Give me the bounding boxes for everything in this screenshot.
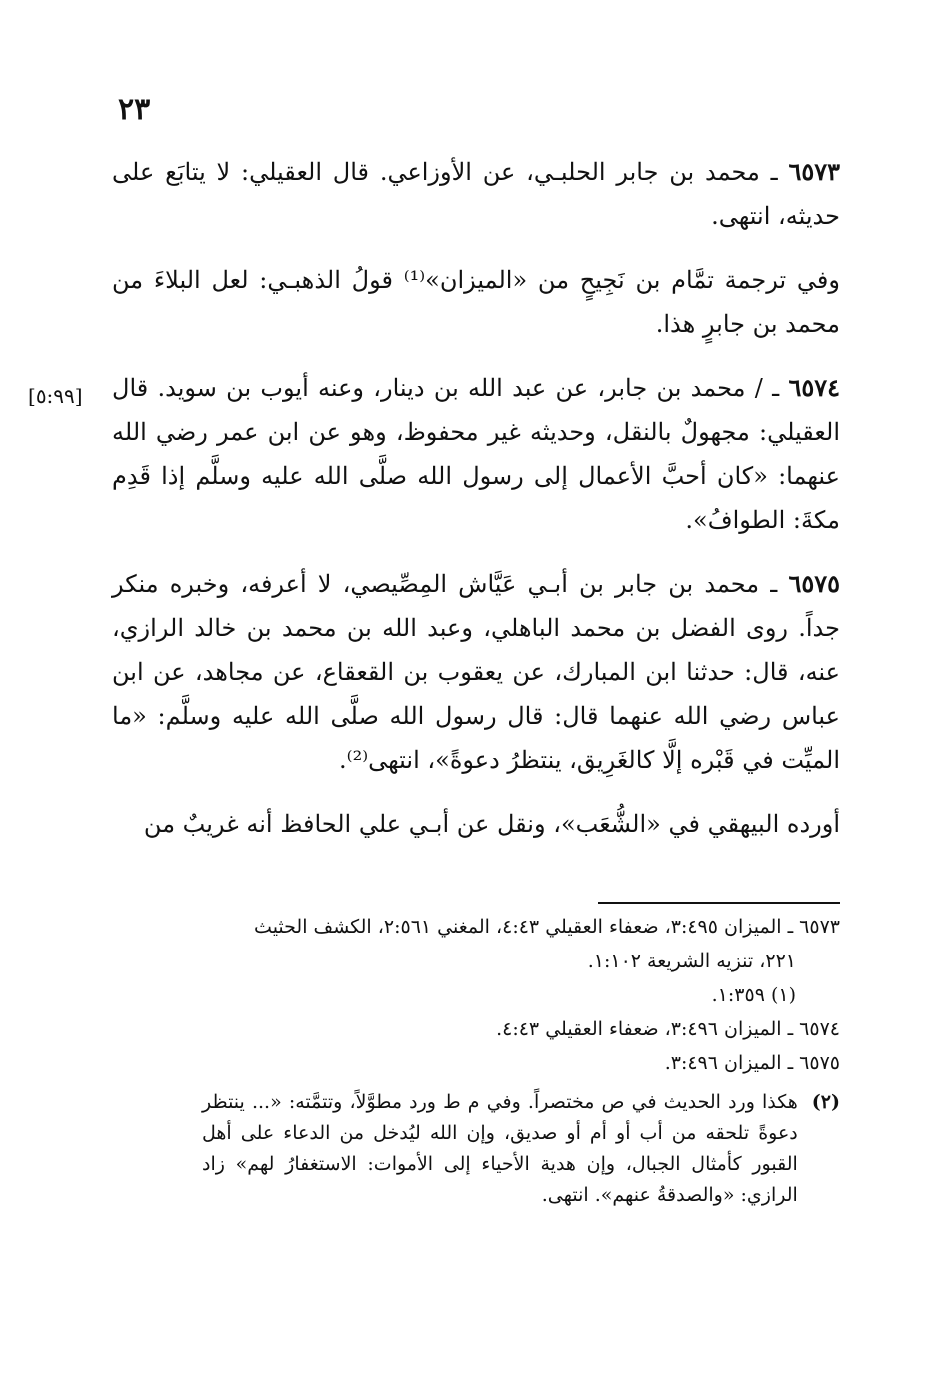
note-6573: [112, 912, 840, 943]
note-6575: [112, 1048, 840, 1079]
note-text: ٢٢١، تنزيه الشريعة ١:١٠٢.: [587, 950, 796, 972]
note-text: ٦٥٧٣ ـ الميزان ٣:٤٩٥، ضعفاء العقيلي ٤:٤٣، المغني ٢:٥٦١، الكشف الحثيث: [254, 916, 840, 938]
note-text: ٦٥٧٤ ـ الميزان ٣:٤٩٦، ضعفاء العقيلي ٤:٤٣.: [496, 1018, 840, 1040]
paragraph-tamam: [112, 258, 840, 346]
entry-text: ـ محمد بن جابر بن أبـي عَيَّاش المِصِّيصي، لا أعرفه، وخبره منكر جداً. روى الفضل بن محمد الباهلي، وعبد الله بن محمد بن خالد الرازي، عنه، قال: حدثنا ابن المبارك، عن يعقوب بن القعقاع، عن مجاهد، عن ابن عباس رضي الله عنهما قال: قال رسول الله صلَّى الله عليه وسلَّم: «ما الميِّت في قَبْره إلَّا كالغَرِيق، ينتظرُ دعوةً»، انتهى⁽²⁾.: [112, 570, 840, 774]
paragraph-text: أورده البيهقي في «الشُّعَب»، ونقل عن أبـي علي الحافظ أنه غريبٌ من: [143, 810, 840, 838]
footnote-marker: (٢): [811, 1091, 840, 1113]
footnote-2: [112, 1087, 840, 1211]
footnote-divider: [598, 902, 840, 904]
page-number: ٢٣: [118, 92, 151, 127]
note-6574: [112, 1014, 840, 1045]
note-text: ٦٥٧٥ ـ الميزان ٣:٤٩٦.: [664, 1052, 840, 1074]
entry-6574: [112, 366, 840, 542]
footnotes: [112, 912, 840, 1211]
entry-number: ٦٥٧٤: [788, 373, 840, 402]
note-text: (١) ١:٣٥٩.: [711, 984, 796, 1006]
paragraph-text: وفي ترجمة تمَّام بن نَجِيحٍ من «الميزان»⁽¹⁾ قولُ الذهبـي: لعل البلاءَ من محمد بن جابرٍ هذا.: [112, 266, 840, 338]
main-text: [112, 150, 840, 866]
entry-number: ٦٥٧٥: [788, 569, 840, 598]
footnote-1: [112, 980, 840, 1011]
entry-text: ـ محمد بن جابر الحلبـي، عن الأوزاعي. قال العقيلي: لا يتابَع على حديثه، انتهى.: [112, 158, 840, 230]
entry-6573: [112, 150, 840, 238]
note-6573-continued: [112, 946, 840, 977]
entry-text: ـ / محمد بن جابر، عن عبد الله بن دينار، وعنه أيوب بن سويد. قال العقيلي: مجهولٌ بالنقل، وحديثه غير محفوظ، وهو عن ابن عمر رضي الله عنهما: «كان أحبَّ الأعمال إلى رسول الله صلَّى الله عليه وسلَّم إذا قَدِم مكةَ: الطوافُ».: [112, 374, 840, 534]
paragraph-bayhaqi: [112, 802, 840, 846]
note-text: هكذا ورد الحديث في ص مختصراً. وفي م ط ورد مطوَّلاً، وتتمَّته: «... ينتظر دعوةً تلحقه من أب أو أم أو صديق، وإن الله ليُدخل من الدعاء على أهل القبور كأمثال الجبال، وإن هدية الأحياء إلى الأموات: الاستغفارُ لهم» زاد الرازي: «والصدقةُ عنهم». انتهى.: [202, 1091, 798, 1206]
entry-number: ٦٥٧٣: [788, 157, 840, 186]
entry-6575: [112, 562, 840, 782]
margin-reference: [٥:٩٩]: [28, 384, 83, 408]
